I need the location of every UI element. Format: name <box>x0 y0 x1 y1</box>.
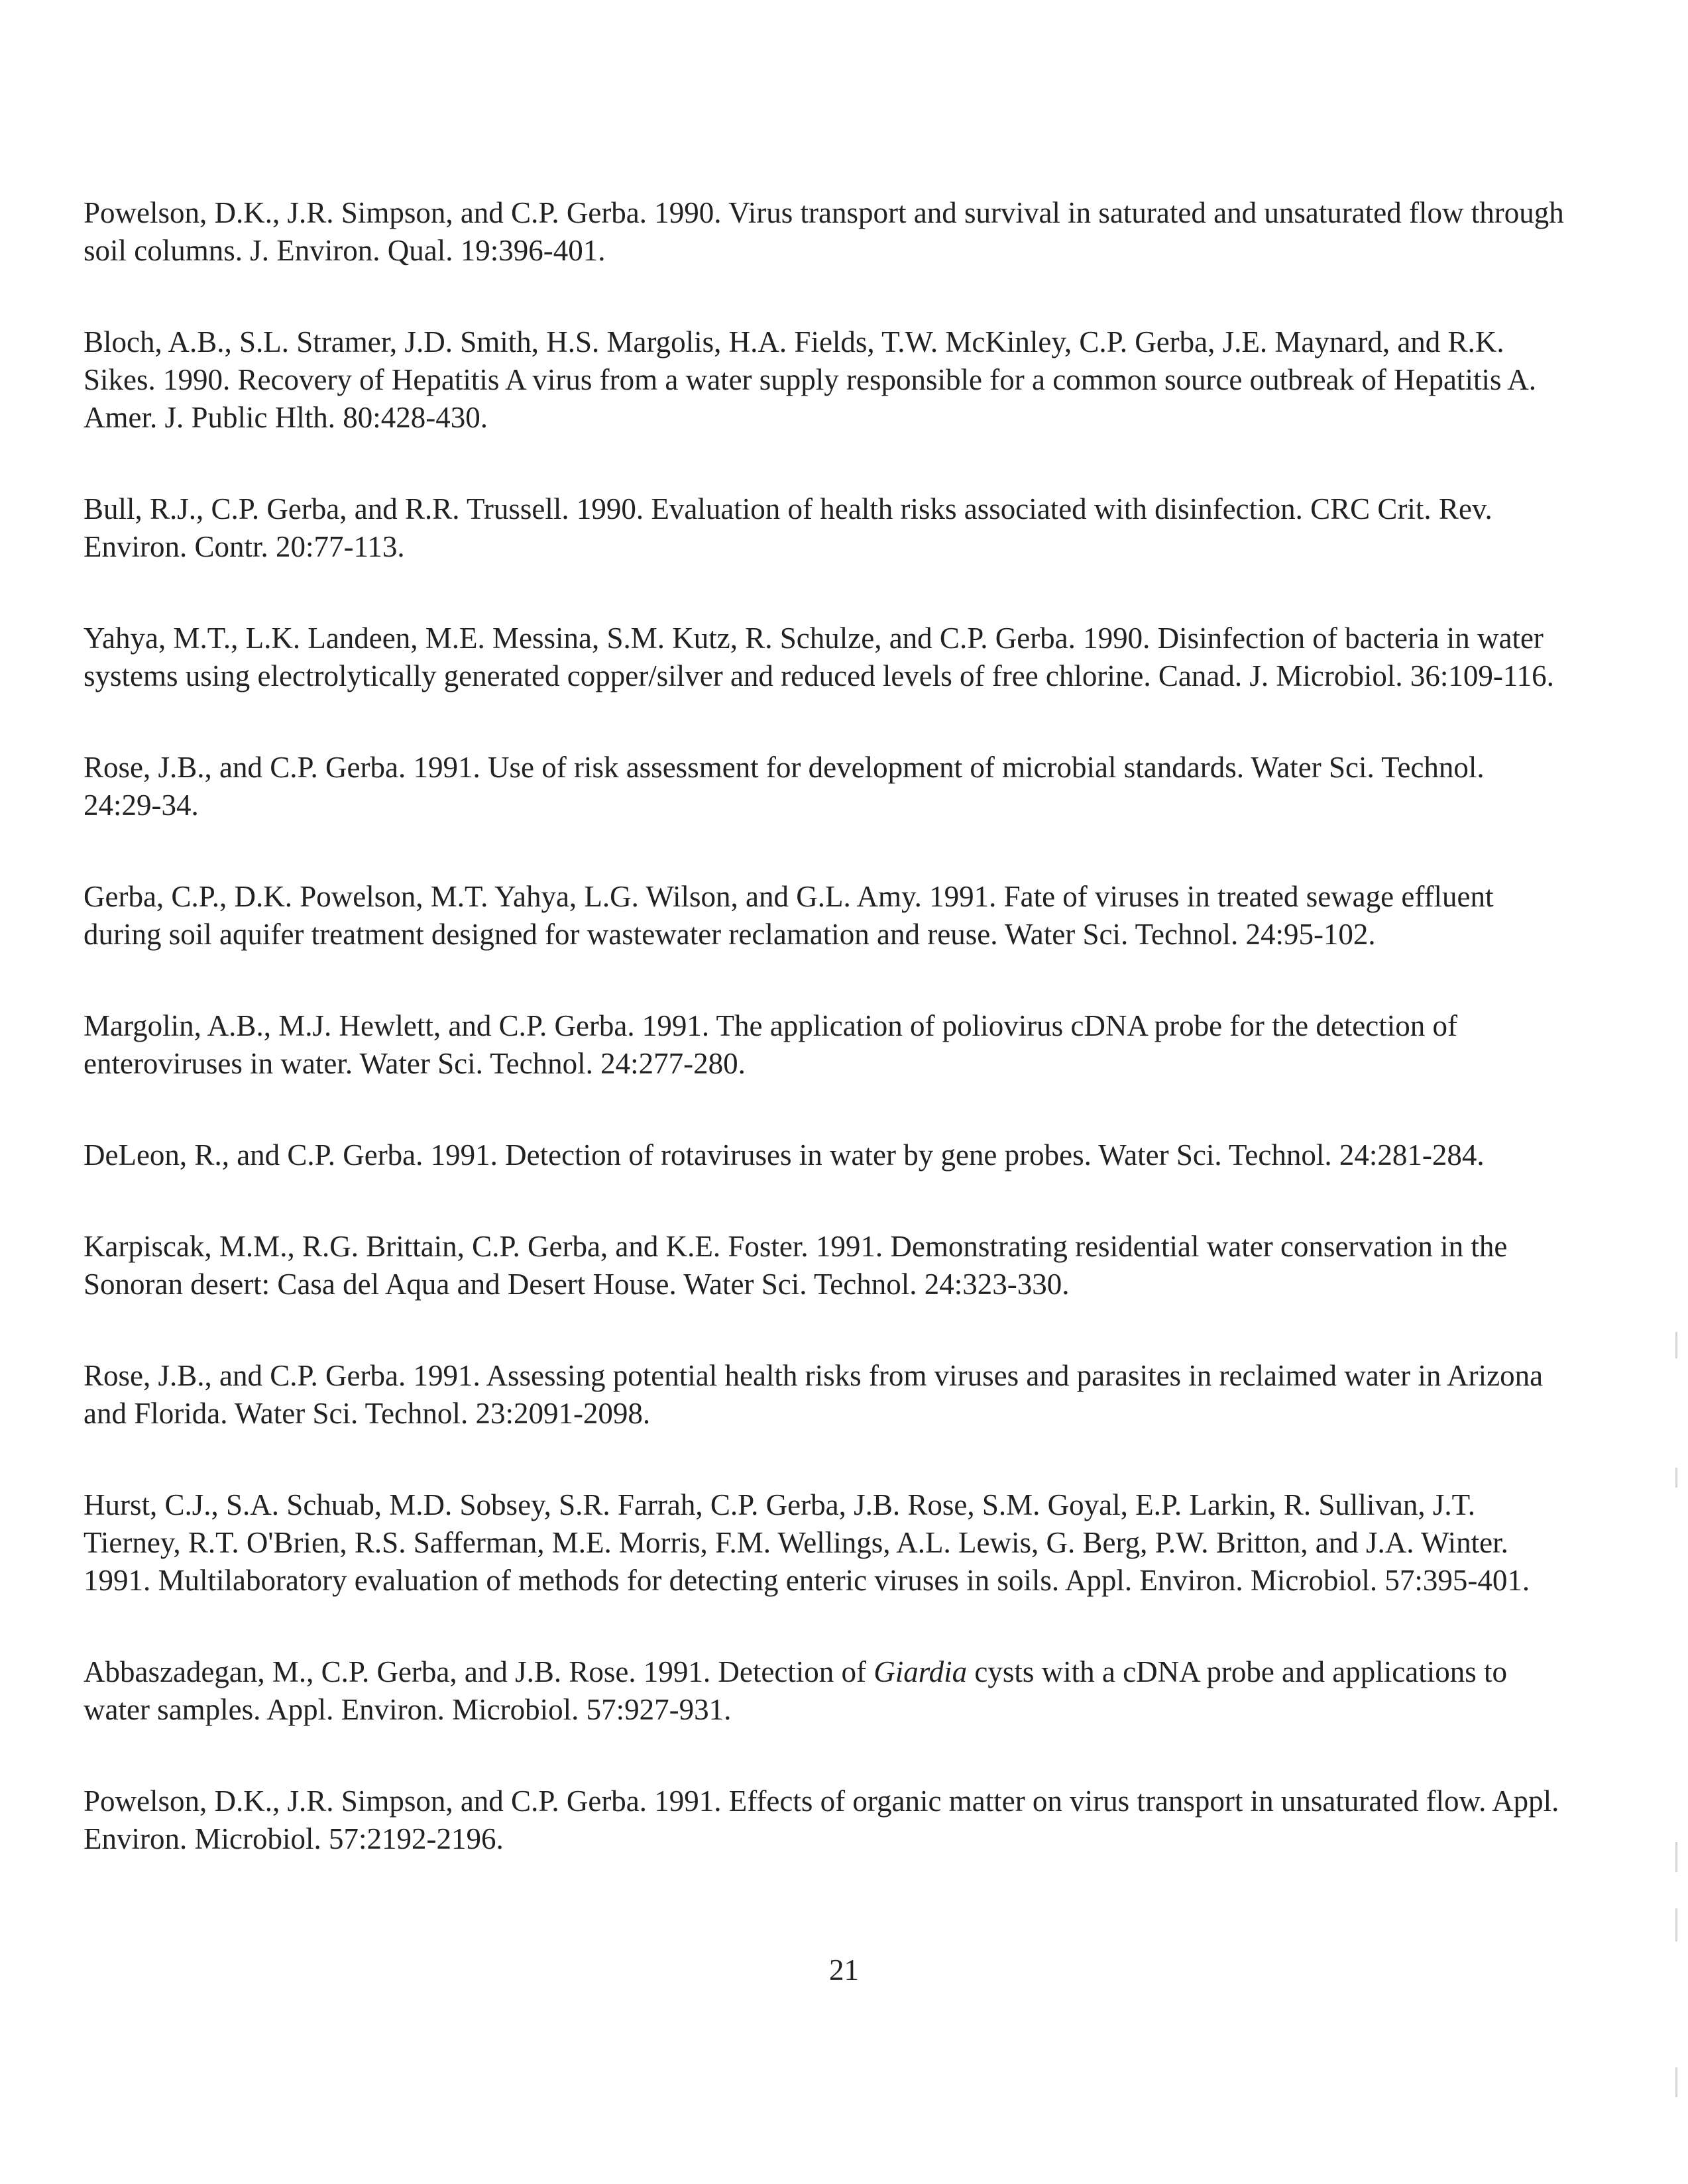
scan-edge-mark <box>1675 1908 1677 1941</box>
scan-edge-mark <box>1675 1332 1677 1358</box>
reference-entry: Margolin, A.B., M.J. Hewlett, and C.P. Gerba. 1991. The application of poliovirus cDNA probe for the detection of enteroviruses in water. Water Sci. Technol. 24:277-280. <box>84 1009 1457 1080</box>
reference-entry <box>84 1653 1568 1729</box>
reference-list <box>84 194 1568 1912</box>
page-number: 21 <box>829 1953 859 1987</box>
reference-entry: Rose, J.B., and C.P. Gerba. 1991. Use of risk assessment for development of microbial standards. Water Sci. Technol. 24:29-34. <box>84 751 1485 822</box>
reference-entry: Bull, R.J., C.P. Gerba, and R.R. Trussell. 1990. Evaluation of health risks associated with disinfection. CRC Crit. Rev. Environ. Contr. 20:77-113. <box>84 492 1492 563</box>
reference-entry: Bloch, A.B., S.L. Stramer, J.D. Smith, H.S. Margolis, H.A. Fields, T.W. McKinley, C.P. Gerba, J.E. Maynard, and R.K. Sikes. 1990. Recovery of Hepatitis A virus from a water supply responsible for a common source outbreak of Hepatitis A. Amer. J. Public Hlth. 80:428-430. <box>84 325 1537 434</box>
scan-edge-mark <box>1675 2067 1677 2097</box>
scan-edge-mark <box>1675 1468 1677 1488</box>
reference-entry: Powelson, D.K., J.R. Simpson, and C.P. Gerba. 1990. Virus transport and survival in saturated and unsaturated flow through soil columns. J. Environ. Qual. 19:396-401. <box>84 196 1564 267</box>
reference-text: cysts with a cDNA probe and applications to water samples. Appl. Environ. Microbiol. 57:927-931. <box>84 1655 1507 1726</box>
reference-entry: Rose, J.B., and C.P. Gerba. 1991. Assessing potential health risks from viruses and parasites in reclaimed water in Arizona and Florida. Water Sci. Technol. 23:2091-2098. <box>84 1359 1544 1430</box>
reference-entry: Karpiscak, M.M., R.G. Brittain, C.P. Gerba, and K.E. Foster. 1991. Demonstrating residential water conservation in the Sonoran desert: Casa del Aqua and Desert House. Water Sci. Technol. 24:323-330. <box>84 1230 1508 1301</box>
species-name: Giardia <box>873 1655 968 1688</box>
reference-text: Abbaszadegan, M., C.P. Gerba, and J.B. Rose. 1991. Detection of <box>84 1655 874 1688</box>
reference-entry: DeLeon, R., and C.P. Gerba. 1991. Detection of rotaviruses in water by gene probes. Water Sci. Technol. 24:281-284. <box>84 1138 1485 1172</box>
reference-entry: Powelson, D.K., J.R. Simpson, and C.P. Gerba. 1991. Effects of organic matter on virus transport in unsaturated flow. Appl. Environ. Microbiol. 57:2192-2196. <box>84 1784 1559 1855</box>
reference-entry: Yahya, M.T., L.K. Landeen, M.E. Messina, S.M. Kutz, R. Schulze, and C.P. Gerba. 1990. Disinfection of bacteria in water systems using electrolytically generated copper/silver and reduced levels of free chlorine. Canad. J. Microbiol. 36:109-116. <box>84 622 1554 692</box>
scan-edge-mark <box>1675 1842 1677 1872</box>
reference-entry: Hurst, C.J., S.A. Schuab, M.D. Sobsey, S.R. Farrah, C.P. Gerba, J.B. Rose, S.M. Goyal, E.P. Larkin, R. Sullivan, J.T. Tierney, R.T. O'Brien, R.S. Safferman, M.E. Morris, F.M. Wellings, A.L. Lewis, G. Berg, P.W. Britton, and J.A. Winter. 1991. Multilaboratory evaluation of methods for detecting enteric viruses in soils. Appl. Environ. Microbiol. 57:395-401. <box>84 1488 1530 1597</box>
reference-entry: Gerba, C.P., D.K. Powelson, M.T. Yahya, L.G. Wilson, and G.L. Amy. 1991. Fate of viruses in treated sewage effluent during soil aquifer treatment designed for wastewater reclamation and reuse. Water Sci. Technol. 24:95-102. <box>84 880 1494 951</box>
